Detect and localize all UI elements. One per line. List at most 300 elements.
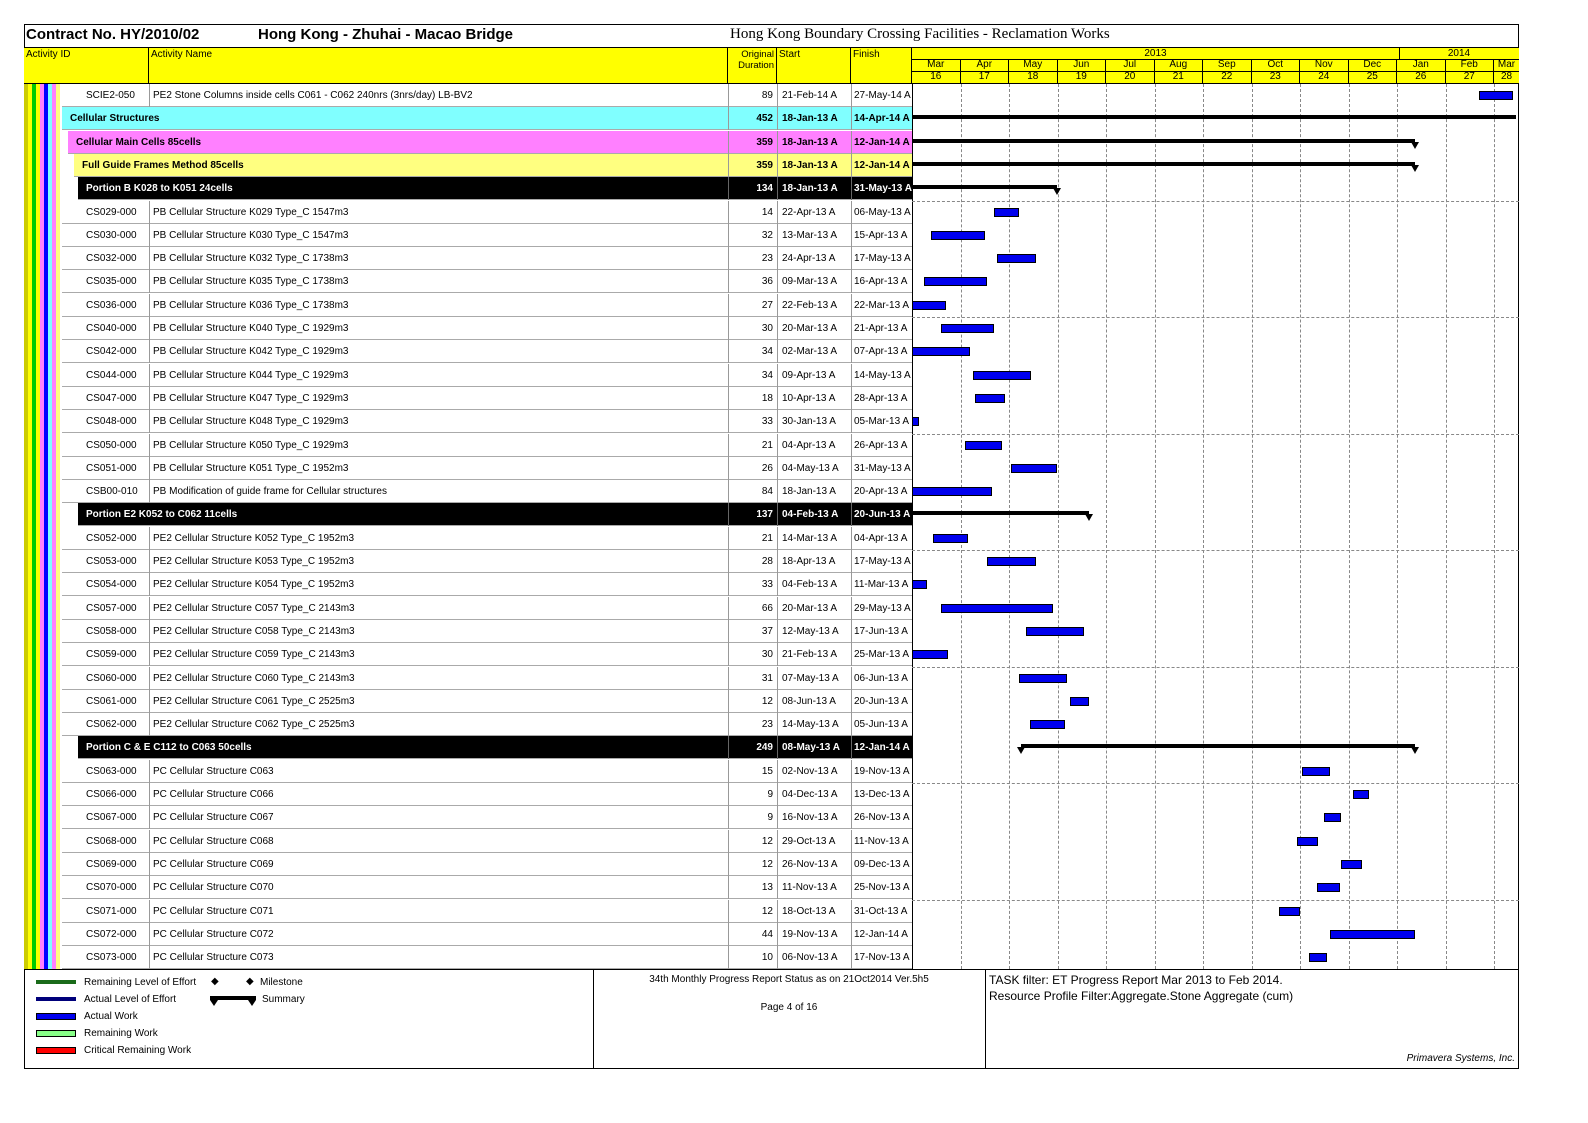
finish-date: 17-May-13 A <box>854 253 911 265</box>
year-2013: 2013 <box>912 48 1400 60</box>
column-separator <box>851 457 852 480</box>
column-separator <box>851 620 852 643</box>
original-duration: 12 <box>761 858 773 870</box>
actual-work-bar[interactable] <box>912 301 946 310</box>
actual-work-bar[interactable] <box>1279 907 1300 916</box>
actual-work-bar[interactable] <box>941 324 994 333</box>
column-separator <box>777 900 778 923</box>
activity-id: CS068-000 <box>86 835 137 847</box>
summary-right-icon <box>248 1000 256 1006</box>
actual-work-bar[interactable] <box>1011 464 1056 473</box>
period-label: 16 <box>912 71 961 83</box>
actual-loe-swatch <box>36 997 76 1001</box>
activity-name: PB Cellular Structure K051 Type_C 1952m3 <box>153 462 349 474</box>
wbs-row[interactable] <box>24 503 912 526</box>
column-separator <box>728 806 729 829</box>
start-date: 02-Nov-13 A <box>782 765 838 777</box>
column-separator <box>777 340 778 363</box>
start-date: 21-Feb-14 A <box>782 90 838 101</box>
column-separator <box>149 783 150 806</box>
column-separator <box>149 946 150 969</box>
column-separator <box>728 900 729 923</box>
remaining-work-swatch <box>36 1030 76 1037</box>
critical-remaining-swatch <box>36 1047 76 1054</box>
table-row[interactable] <box>24 853 912 876</box>
table-row[interactable] <box>24 224 912 247</box>
column-separator <box>149 620 150 643</box>
column-separator <box>851 713 852 736</box>
table-row[interactable] <box>24 643 912 666</box>
gantt-border <box>912 84 913 969</box>
table-row[interactable] <box>24 876 912 899</box>
wbs-row[interactable] <box>24 131 912 154</box>
column-separator <box>149 806 150 829</box>
activity-id: CS040-000 <box>86 323 137 334</box>
start-date: 09-Apr-13 A <box>782 369 836 381</box>
activity-id: CS053-000 <box>86 556 137 567</box>
month-label: Jul <box>1106 59 1155 71</box>
table-row[interactable] <box>24 573 912 596</box>
table-row[interactable] <box>24 84 912 107</box>
wbs-name: Cellular Main Cells 85cells <box>76 136 202 148</box>
column-separator <box>777 131 778 154</box>
vendor-credit: Primavera Systems, Inc. <box>1406 1053 1515 1064</box>
start-date: 04-Feb-13 A <box>782 509 839 521</box>
table-row[interactable] <box>24 690 912 713</box>
activity-name: PC Cellular Structure C071 <box>153 905 274 917</box>
actual-work-bar[interactable] <box>1297 837 1318 846</box>
activity-id: CS070-000 <box>86 882 137 894</box>
column-separator <box>777 760 778 783</box>
start-date: 07-May-13 A <box>782 672 839 684</box>
table-row[interactable] <box>24 806 912 829</box>
activity-name: PB Cellular Structure K032 Type_C 1738m3 <box>153 253 349 265</box>
finish-date: 22-Mar-13 A <box>854 299 910 311</box>
table-row[interactable] <box>24 760 912 783</box>
gantt-row-gridline <box>912 783 1519 784</box>
legend-label: Remaining Level of Effort <box>84 977 197 988</box>
table-row[interactable] <box>24 620 912 643</box>
activity-name: PC Cellular Structure C063 <box>153 765 274 777</box>
gantt-gridline <box>1397 84 1398 969</box>
actual-work-bar[interactable] <box>912 650 948 659</box>
table-row[interactable] <box>24 923 912 946</box>
original-duration: 36 <box>761 276 773 288</box>
actual-work-bar[interactable] <box>912 417 919 426</box>
column-separator <box>728 247 729 270</box>
footer-divider-2 <box>985 969 986 1069</box>
column-separator <box>851 410 852 433</box>
col-original-duration[interactable]: Original Duration <box>728 48 777 83</box>
column-separator <box>149 317 150 340</box>
column-separator <box>149 364 150 387</box>
original-duration: 18 <box>761 392 773 404</box>
table-row[interactable] <box>24 247 912 270</box>
finish-date: 25-Nov-13 A <box>854 882 910 894</box>
column-separator <box>851 317 852 340</box>
actual-work-bar[interactable] <box>941 604 1053 613</box>
column-separator <box>728 131 729 154</box>
original-duration: 12 <box>761 835 773 847</box>
activity-id: CS047-000 <box>86 392 137 404</box>
period-label: 26 <box>1397 71 1446 83</box>
table-row[interactable] <box>24 201 912 224</box>
actual-work-bar[interactable] <box>1070 697 1089 706</box>
column-separator <box>851 340 852 363</box>
period-label: 17 <box>961 71 1010 83</box>
original-duration: 21 <box>761 439 773 451</box>
finish-date: 28-Apr-13 A <box>854 392 908 404</box>
start-date: 06-Nov-13 A <box>782 952 838 964</box>
finish-date: 14-Apr-14 A <box>854 113 910 125</box>
finish-date: 19-Nov-13 A <box>854 765 910 777</box>
table-row[interactable] <box>24 713 912 736</box>
table-row[interactable] <box>24 550 912 573</box>
summary-bar[interactable] <box>912 139 1415 143</box>
column-separator <box>777 550 778 573</box>
actual-work-bar[interactable] <box>997 254 1036 263</box>
finish-date: 11-Nov-13 A <box>854 835 909 847</box>
actual-work-bar[interactable] <box>1324 813 1341 822</box>
legend-label: Milestone <box>260 977 303 988</box>
activity-name: PC Cellular Structure C073 <box>153 952 274 964</box>
actual-work-bar[interactable] <box>994 208 1018 217</box>
column-separator <box>777 597 778 620</box>
finish-date: 05-Mar-13 A <box>854 416 910 428</box>
actual-work-bar[interactable] <box>1302 767 1330 776</box>
column-separator <box>777 224 778 247</box>
column-separator <box>777 643 778 666</box>
activity-id: CS035-000 <box>86 276 137 288</box>
column-separator <box>728 294 729 317</box>
gantt-row-gridline <box>912 900 1519 901</box>
activity-name: PB Cellular Structure K048 Type_C 1929m3 <box>153 416 349 428</box>
actual-work-bar[interactable] <box>912 487 992 496</box>
finish-date: 17-Jun-13 A <box>854 625 908 637</box>
column-separator <box>851 946 852 969</box>
activity-id: CS048-000 <box>86 416 137 428</box>
column-separator <box>851 270 852 293</box>
finish-date: 06-Jun-13 A <box>854 672 908 684</box>
actual-work-bar[interactable] <box>1309 953 1327 962</box>
table-row[interactable] <box>24 667 912 690</box>
column-separator <box>728 550 729 573</box>
column-separator <box>777 667 778 690</box>
column-separator <box>777 317 778 340</box>
summary-bar[interactable] <box>912 511 1089 515</box>
summary-bar[interactable] <box>1021 744 1415 748</box>
column-separator <box>728 457 729 480</box>
period-label: 18 <box>1009 71 1058 83</box>
activity-id: SCIE2-050 <box>86 90 135 101</box>
start-date: 18-Jan-13 A <box>782 183 838 195</box>
column-separator <box>149 201 150 224</box>
table-row[interactable] <box>24 527 912 550</box>
column-separator <box>777 177 778 200</box>
page-number: Page 4 of 16 <box>760 1002 818 1013</box>
activity-name: PE2 Cellular Structure C061 Type_C 2525m3 <box>153 695 355 707</box>
start-date: 02-Mar-13 A <box>782 346 838 358</box>
column-separator <box>728 177 729 200</box>
start-date: 18-Jan-13 A <box>782 486 836 498</box>
start-date: 18-Jan-13 A <box>782 136 838 148</box>
column-separator <box>728 783 729 806</box>
column-separator <box>149 690 150 713</box>
gantt-gridline <box>961 84 962 969</box>
start-date: 04-Feb-13 A <box>782 579 838 591</box>
wbs-row[interactable] <box>24 736 912 759</box>
table-row[interactable] <box>24 946 912 969</box>
original-duration: 34 <box>761 346 773 358</box>
table-row[interactable] <box>24 410 912 433</box>
activity-id: CSB00-010 <box>86 486 138 498</box>
table-row[interactable] <box>24 457 912 480</box>
finish-date: 27-May-14 A <box>854 90 911 101</box>
column-separator <box>728 713 729 736</box>
actual-work-bar[interactable] <box>1026 627 1084 636</box>
actual-work-bar[interactable] <box>975 394 1005 403</box>
column-separator <box>728 387 729 410</box>
original-duration: 9 <box>767 789 773 800</box>
table-row[interactable] <box>24 340 912 363</box>
summary-end-icon <box>1411 142 1419 149</box>
period-label: 28 <box>1500 71 1513 82</box>
actual-work-bar[interactable] <box>1330 930 1415 939</box>
month-label: Jan <box>1397 59 1446 71</box>
column-separator <box>777 783 778 806</box>
column-separator <box>851 527 852 550</box>
month-label: Jun <box>1058 59 1107 71</box>
column-separator <box>149 760 150 783</box>
activity-id: CS060-000 <box>86 672 137 684</box>
col-activity-id[interactable]: Activity ID <box>24 48 149 83</box>
column-separator <box>777 84 778 107</box>
finish-date: 26-Apr-13 A <box>854 439 908 451</box>
month-label: Apr <box>961 59 1010 71</box>
legend-label: Actual Work <box>84 1011 138 1022</box>
column-separator <box>851 201 852 224</box>
activity-name: PC Cellular Structure C066 <box>153 789 274 800</box>
activity-name: PB Cellular Structure K047 Type_C 1929m3 <box>153 392 349 404</box>
column-separator <box>777 713 778 736</box>
start-date: 12-May-13 A <box>782 625 839 637</box>
start-date: 22-Apr-13 A <box>782 206 836 218</box>
table-row[interactable] <box>24 783 912 806</box>
actual-work-bar[interactable] <box>1341 860 1362 869</box>
activity-name: PB Cellular Structure K030 Type_C 1547m3 <box>153 229 349 241</box>
activity-id: CS073-000 <box>86 952 137 964</box>
actual-work-bar[interactable] <box>1479 91 1513 100</box>
actual-work-bar[interactable] <box>1317 883 1340 892</box>
actual-work-bar[interactable] <box>931 231 984 240</box>
column-separator <box>851 480 852 503</box>
column-separator <box>728 154 729 177</box>
table-row[interactable] <box>24 480 912 503</box>
column-separator <box>149 900 150 923</box>
col-activity-name[interactable]: Activity Name <box>149 48 728 83</box>
column-separator <box>728 876 729 899</box>
summary-bar[interactable] <box>912 162 1415 166</box>
original-duration: 359 <box>756 136 773 148</box>
column-separator <box>851 783 852 806</box>
finish-date: 04-Apr-13 A <box>854 532 908 544</box>
summary-bar[interactable] <box>912 185 1057 189</box>
column-separator <box>149 387 150 410</box>
activity-id: CS062-000 <box>86 719 137 731</box>
column-separator <box>851 550 852 573</box>
finish-date: 12-Jan-14 A <box>854 742 910 754</box>
actual-work-bar[interactable] <box>912 347 970 356</box>
column-separator <box>728 690 729 713</box>
start-date: 04-Dec-13 A <box>782 789 838 800</box>
column-separator <box>851 806 852 829</box>
column-separator <box>728 853 729 876</box>
year-2014: 2014 <box>1399 48 1519 60</box>
column-separator <box>728 107 729 130</box>
activity-id: CS050-000 <box>86 439 137 451</box>
activity-id: CS071-000 <box>86 905 137 917</box>
original-duration: 44 <box>761 928 773 940</box>
activity-id: CS051-000 <box>86 462 137 474</box>
summary-left-icon <box>210 1000 218 1006</box>
col-finish[interactable]: Finish <box>851 48 912 83</box>
gantt-gridline <box>1446 84 1447 969</box>
table-row[interactable] <box>24 434 912 457</box>
gantt-row-gridline <box>912 667 1519 668</box>
column-separator <box>777 410 778 433</box>
finish-date: 17-Nov-13 A <box>854 952 910 964</box>
column-separator <box>851 247 852 270</box>
col-start[interactable]: Start <box>777 48 851 83</box>
column-separator <box>777 247 778 270</box>
start-date: 18-Jan-13 A <box>782 159 838 171</box>
gantt-gridline <box>1203 84 1204 969</box>
wbs-row[interactable] <box>24 177 912 200</box>
start-date: 14-Mar-13 A <box>782 532 838 544</box>
period-label: 22 <box>1203 71 1252 83</box>
activity-name: PB Cellular Structure K035 Type_C 1738m3 <box>153 276 349 288</box>
activity-name: PC Cellular Structure C068 <box>153 835 274 847</box>
finish-date: 15-Apr-13 A <box>854 229 908 241</box>
column-separator <box>728 340 729 363</box>
period-label: 19 <box>1058 71 1107 83</box>
actual-work-bar[interactable] <box>1030 720 1065 729</box>
column-separator <box>851 224 852 247</box>
gantt-gridline <box>1252 84 1253 969</box>
original-duration: 66 <box>761 602 773 614</box>
table-row[interactable] <box>24 387 912 410</box>
start-date: 09-Mar-13 A <box>782 276 838 288</box>
table-row[interactable] <box>24 270 912 293</box>
start-date: 11-Nov-13 A <box>782 882 837 894</box>
summary-bar[interactable] <box>912 115 1516 119</box>
column-separator <box>149 270 150 293</box>
actual-work-bar[interactable] <box>987 557 1036 566</box>
wbs-row[interactable] <box>24 154 912 177</box>
activity-id: CS063-000 <box>86 765 137 777</box>
column-separator <box>149 643 150 666</box>
table-row[interactable] <box>24 294 912 317</box>
column-separator <box>149 853 150 876</box>
gantt-gridline <box>1009 84 1010 969</box>
actual-work-bar[interactable] <box>924 277 987 286</box>
actual-work-bar[interactable] <box>933 534 968 543</box>
project-subtitle: Hong Kong Boundary Crossing Facilities - Reclamation Works <box>730 26 1110 42</box>
wbs-row[interactable] <box>24 107 912 130</box>
column-separator <box>777 434 778 457</box>
column-separator <box>149 830 150 853</box>
activity-name: PB Cellular Structure K050 Type_C 1929m3 <box>153 439 349 451</box>
actual-work-bar[interactable] <box>973 371 1031 380</box>
activity-name: PB Cellular Structure K044 Type_C 1929m3 <box>153 369 349 381</box>
activity-name: PB Cellular Structure K029 Type_C 1547m3 <box>153 206 349 218</box>
start-date: 26-Nov-13 A <box>782 858 838 870</box>
finish-date: 06-May-13 A <box>854 206 911 218</box>
gantt-row-gridline <box>912 317 1519 318</box>
column-separator <box>149 597 150 620</box>
column-separator <box>728 830 729 853</box>
column-separator <box>728 527 729 550</box>
activity-id: CS032-000 <box>86 253 137 265</box>
actual-work-bar[interactable] <box>965 441 1001 450</box>
actual-work-bar[interactable] <box>1353 790 1369 799</box>
original-duration: 34 <box>761 369 773 381</box>
finish-date: 21-Apr-13 A <box>854 323 908 334</box>
activity-name: PC Cellular Structure C070 <box>153 882 274 894</box>
finish-date: 12-Jan-14 A <box>854 928 908 940</box>
finish-date: 12-Jan-14 A <box>854 159 910 171</box>
original-duration: 12 <box>761 905 773 917</box>
table-row[interactable] <box>24 900 912 923</box>
original-duration: 33 <box>761 579 773 591</box>
table-row[interactable] <box>24 317 912 340</box>
column-separator <box>728 84 729 107</box>
column-separator <box>728 364 729 387</box>
activity-name: PE2 Cellular Structure C060 Type_C 2143m3 <box>153 672 355 684</box>
column-separator <box>728 597 729 620</box>
start-date: 18-Oct-13 A <box>782 905 836 917</box>
activity-id: CS036-000 <box>86 299 137 311</box>
actual-work-bar[interactable] <box>1019 674 1068 683</box>
column-separator <box>149 294 150 317</box>
month-label: Feb <box>1446 59 1495 71</box>
original-duration: 10 <box>761 952 773 964</box>
activity-name: PC Cellular Structure C067 <box>153 812 274 824</box>
activity-id: CS061-000 <box>86 695 137 707</box>
activity-name: PE2 Cellular Structure C057 Type_C 2143m3 <box>153 602 355 614</box>
footer-divider <box>24 969 1519 970</box>
month-label: Dec <box>1349 59 1398 71</box>
column-separator <box>851 760 852 783</box>
table-row[interactable] <box>24 830 912 853</box>
original-duration: 452 <box>756 113 773 125</box>
column-separator <box>149 527 150 550</box>
finish-date: 31-May-13 A <box>854 183 912 195</box>
column-separator <box>851 434 852 457</box>
activity-id: CS057-000 <box>86 602 137 614</box>
original-duration: 134 <box>756 183 773 195</box>
table-row[interactable] <box>24 597 912 620</box>
column-separator <box>851 876 852 899</box>
table-row[interactable] <box>24 364 912 387</box>
start-date: 13-Mar-13 A <box>782 229 838 241</box>
start-date: 24-Apr-13 A <box>782 253 836 265</box>
actual-work-bar[interactable] <box>912 580 927 589</box>
column-separator <box>777 201 778 224</box>
wbs-name: Portion E2 K052 to C062 11cells <box>86 509 238 521</box>
finish-date: 31-May-13 A <box>854 462 911 474</box>
column-separator <box>728 760 729 783</box>
